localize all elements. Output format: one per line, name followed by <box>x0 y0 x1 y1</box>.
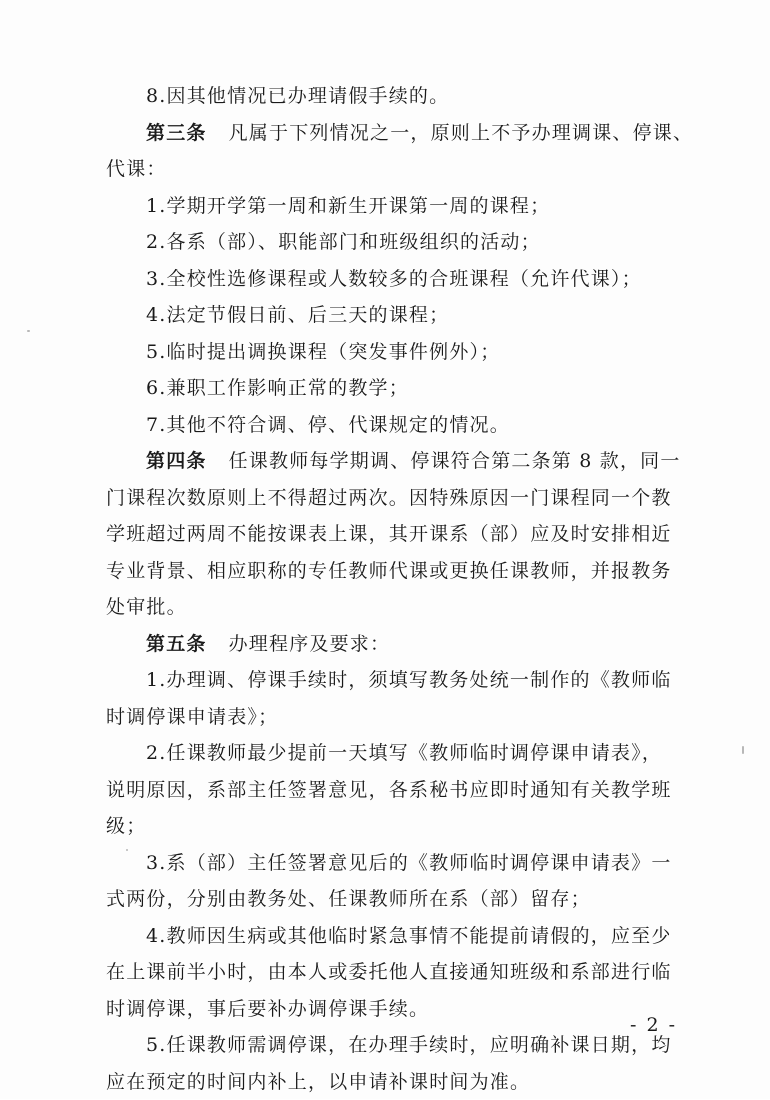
text-line <box>106 954 696 991</box>
text-line <box>106 334 696 371</box>
text-line <box>106 589 696 626</box>
text-line <box>106 845 696 882</box>
text-line <box>106 407 696 444</box>
text-line <box>106 78 696 115</box>
text-line <box>106 918 696 955</box>
line-text: 式两份，分别由教务处、任课教师所在系（部）留存； <box>106 888 591 910</box>
text-line <box>106 662 696 699</box>
line-text: 3.系（部）主任签署意见后的《教师临时调停课申请表》一 <box>146 852 672 874</box>
line-text: 任课教师每学期调、停课符合第二条第 8 款，同一 <box>229 450 681 472</box>
article-heading: 第五条 <box>146 633 207 655</box>
line-text: 专业背景、相应职称的专任教师代课或更换任课教师，并报教务 <box>106 560 672 582</box>
line-text: 4.教师因生病或其他临时紧急事情不能提前请假的，应至少 <box>146 925 672 947</box>
text-line <box>106 261 696 298</box>
scan-speck <box>742 746 744 754</box>
line-text: 4.法定节假日前、后三天的课程； <box>146 304 449 326</box>
line-text: 级； <box>106 815 146 837</box>
line-text: 代课： <box>106 158 167 180</box>
document-body <box>106 78 696 1100</box>
text-line <box>106 553 696 590</box>
line-text: 时调停课申请表》； <box>106 706 278 728</box>
text-line <box>106 1064 696 1100</box>
line-text: 3.全校性选修课程或人数较多的合班课程（允许代课）； <box>146 268 642 290</box>
line-text: 5.任课教师需调停课，在办理手续时，应明确补课日期，均 <box>146 1034 672 1056</box>
text-line <box>106 115 696 152</box>
line-text: 1.办理调、停课手续时，须填写教务处统一制作的《教师临 <box>146 669 672 691</box>
line-text: 6.兼职工作影响正常的教学； <box>146 377 409 399</box>
text-line <box>106 772 696 809</box>
line-text: 7.其他不符合调、停、代课规定的情况。 <box>146 414 510 436</box>
line-text: 说明原因，系部主任签署意见，各系秘书应即时通知有关教学班 <box>106 779 672 801</box>
line-text: 5.临时提出调换课程（突发事件例外）； <box>146 341 500 363</box>
article-heading: 第三条 <box>146 122 207 144</box>
text-line <box>106 480 696 517</box>
scan-speck <box>27 330 30 332</box>
line-text: 2.任课教师最少提前一天填写《教师临时调停课申请表》， <box>146 742 662 764</box>
text-line <box>106 881 696 918</box>
text-line <box>106 991 696 1028</box>
text-line <box>106 1027 696 1064</box>
line-text: 应在预定的时间内补上，以申请补课时间为准。 <box>106 1071 530 1093</box>
text-line <box>106 626 696 663</box>
line-text: 处审批。 <box>106 596 187 618</box>
text-line <box>106 224 696 261</box>
line-text: 时调停课，事后要补办调停课手续。 <box>106 998 429 1020</box>
line-text: 在上课前半小时，由本人或委托他人直接通知班级和系部进行临 <box>106 961 672 983</box>
line-text: 2.各系（部）、职能部门和班级组织的活动； <box>146 231 541 253</box>
text-line <box>106 699 696 736</box>
scan-speck <box>126 849 128 851</box>
text-line <box>106 188 696 225</box>
text-line <box>106 370 696 407</box>
text-line <box>106 297 696 334</box>
page-number: - 2 - <box>630 1014 677 1036</box>
line-text: 办理程序及要求： <box>229 633 391 655</box>
text-line <box>106 443 696 480</box>
line-text: 门课程次数原则上不得超过两次。因特殊原因一门课程同一个教 <box>106 487 672 509</box>
line-text: 1.学期开学第一周和新生开课第一周的课程； <box>146 195 550 217</box>
line-text: 8.因其他情况已办理请假手续的。 <box>146 85 449 107</box>
text-line <box>106 808 696 845</box>
line-text: 学班超过两周不能按课表上课，其开课系（部）应及时安排相近 <box>106 523 672 545</box>
text-line <box>106 151 696 188</box>
text-line <box>106 516 696 553</box>
article-heading: 第四条 <box>146 450 207 472</box>
text-line <box>106 735 696 772</box>
line-text: 凡属于下列情况之一，原则上不予办理调课、停课、 <box>229 122 694 144</box>
